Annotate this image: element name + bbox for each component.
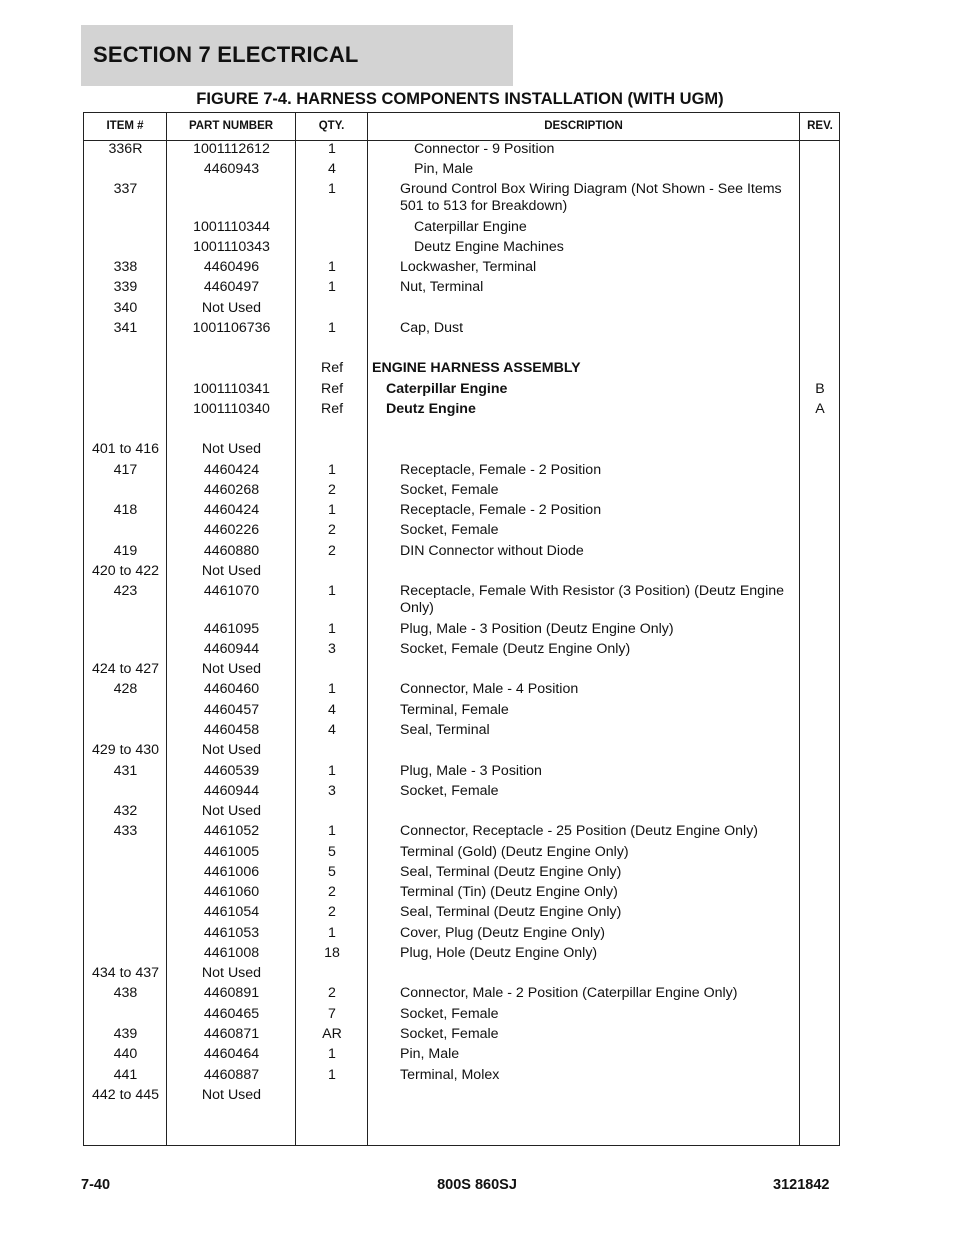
description-cell: Plug, Male - 3 Position <box>400 763 542 779</box>
description-cell: Cap, Dust <box>400 320 464 336</box>
figure-title <box>0 90 954 109</box>
qty-cell: 1 <box>328 502 336 518</box>
item-cell: 336R <box>108 141 143 157</box>
description-cell: Connector - 9 Position <box>414 141 555 157</box>
part-number-cell: Not Used <box>201 965 262 981</box>
part-number-cell: 4461006 <box>203 864 260 880</box>
part-number-cell: 4460464 <box>203 1046 260 1062</box>
qty-cell: 2 <box>328 482 336 498</box>
part-number-cell: 4460891 <box>203 985 260 1001</box>
description-cell: Pin, Male <box>400 1046 460 1062</box>
qty-cell: 2 <box>328 985 336 1001</box>
description-cell: Socket, Female <box>400 1006 499 1022</box>
description-cell: Connector, Receptacle - 25 Position (Deutz Engine Only) <box>400 823 759 839</box>
description-cell: Pin, Male <box>414 161 474 177</box>
item-cell: 339 <box>113 279 138 295</box>
part-number-cell: Not Used <box>201 563 262 579</box>
part-number-cell: 4460944 <box>203 783 260 799</box>
item-cell: 440 <box>113 1046 138 1062</box>
part-number-cell: 4460539 <box>203 763 260 779</box>
description-cell: Socket, Female <box>400 522 499 538</box>
qty-cell: 5 <box>328 844 336 860</box>
item-cell: 424 to 427 <box>91 661 160 677</box>
part-number-cell: 4461070 <box>203 583 260 599</box>
page-number: 7-40 <box>81 1177 111 1193</box>
rev-cell: A <box>815 401 825 417</box>
description-cell: Deutz Engine <box>386 401 476 417</box>
part-number-cell: 4460424 <box>203 462 260 478</box>
item-cell: 429 to 430 <box>91 742 160 758</box>
description-cell: Cover, Plug (Deutz Engine Only) <box>400 925 606 941</box>
part-number-cell: 4460457 <box>203 702 260 718</box>
item-cell: 442 to 445 <box>91 1087 160 1103</box>
column-divider <box>799 113 800 1145</box>
qty-cell: 1 <box>328 181 336 197</box>
column-header-part-number: PART NUMBER <box>188 120 274 132</box>
part-number-cell: 4461054 <box>203 904 260 920</box>
item-cell: 340 <box>113 300 138 316</box>
part-number-cell: 4460887 <box>203 1067 260 1083</box>
qty-cell: 1 <box>328 583 336 599</box>
item-cell: 341 <box>113 320 138 336</box>
description-cell: Socket, Female <box>400 783 499 799</box>
column-header-description: DESCRIPTION <box>544 120 623 132</box>
qty-cell: 2 <box>328 904 336 920</box>
document-number: 3121842 <box>773 1177 830 1193</box>
part-number-cell: 1001112612 <box>193 141 270 157</box>
part-number-cell: 4460460 <box>203 681 260 697</box>
qty-cell: 2 <box>328 543 336 559</box>
part-number-cell: 1001110344 <box>193 219 270 235</box>
part-number-cell: 4461053 <box>203 925 260 941</box>
item-cell: 434 to 437 <box>91 965 160 981</box>
part-number-cell: 4460465 <box>203 1006 260 1022</box>
description-cell: Terminal, Molex <box>400 1067 500 1083</box>
description-cell: Receptacle, Female - 2 Position <box>400 502 602 518</box>
part-number-cell: 4460496 <box>203 259 260 275</box>
qty-cell: 1 <box>328 141 336 157</box>
part-number-cell: 1001110340 <box>193 401 270 417</box>
part-number-cell: 4461005 <box>203 844 260 860</box>
part-number-cell: Not Used <box>201 300 262 316</box>
description-cell: DIN Connector without Diode <box>400 543 584 559</box>
qty-cell: Ref <box>320 401 344 417</box>
description-cell: Socket, Female (Deutz Engine Only) <box>400 641 631 657</box>
item-cell: 441 <box>113 1067 138 1083</box>
part-number-cell: 4460871 <box>203 1026 260 1042</box>
section-title: SECTION 7 ELECTRICAL <box>93 42 359 67</box>
part-number-cell: 1001106736 <box>192 320 271 336</box>
qty-cell: 1 <box>328 462 336 478</box>
parts-table <box>83 112 840 1146</box>
description-cell: ENGINE HARNESS ASSEMBLY <box>372 360 581 376</box>
description-cell: Socket, Female <box>400 482 499 498</box>
description-cell: Terminal, Female <box>400 702 509 718</box>
qty-cell: Ref <box>320 381 344 397</box>
part-number-cell: 4461060 <box>203 884 260 900</box>
item-cell: 401 to 416 <box>91 441 160 457</box>
qty-cell: 18 <box>324 945 340 961</box>
part-number-cell: 4461008 <box>203 945 260 961</box>
qty-cell: 1 <box>328 823 336 839</box>
figure-title-text: FIGURE 7-4. HARNESS COMPONENTS INSTALLATION (WITH UGM) <box>196 90 724 108</box>
item-cell: 431 <box>113 763 138 779</box>
part-number-cell: 4460268 <box>203 482 260 498</box>
description-cell: Connector, Male - 2 Position (Caterpillar Engine Only) <box>400 985 738 1001</box>
qty-cell: 1 <box>328 259 336 275</box>
qty-cell: 1 <box>328 681 336 697</box>
section-banner <box>81 25 513 86</box>
qty-cell: 7 <box>328 1006 336 1022</box>
qty-cell: 4 <box>328 722 336 738</box>
description-cell: Plug, Male - 3 Position (Deutz Engine Only) <box>400 621 674 637</box>
qty-cell: Ref <box>320 360 344 376</box>
description-cell: Receptacle, Female With Resistor (3 Position) (Deutz Engine Only) <box>400 583 785 616</box>
item-cell: 338 <box>113 259 138 275</box>
qty-cell: 1 <box>328 925 336 941</box>
part-number-cell: 4460880 <box>203 543 260 559</box>
description-cell: Caterpillar Engine <box>414 219 527 235</box>
qty-cell: 1 <box>328 763 336 779</box>
description-cell: Ground Control Box Wiring Diagram (Not Shown - See Items 501 to 513 for Breakdown) <box>400 181 782 214</box>
part-number-cell: 4460497 <box>203 279 260 295</box>
part-number-cell: 4461052 <box>203 823 260 839</box>
part-number-cell: 4461095 <box>203 621 260 637</box>
item-cell: 420 to 422 <box>91 563 160 579</box>
qty-cell: 1 <box>328 320 336 336</box>
model-number: 800S 860SJ <box>437 1177 517 1193</box>
qty-cell: 1 <box>328 1046 336 1062</box>
item-cell: 438 <box>113 985 138 1001</box>
qty-cell: 1 <box>328 621 336 637</box>
part-number-cell: 4460424 <box>203 502 260 518</box>
description-cell: Seal, Terminal <box>400 722 490 738</box>
part-number-cell: 4460226 <box>203 522 260 538</box>
description-cell: Terminal (Gold) (Deutz Engine Only) <box>400 844 629 860</box>
description-cell: Terminal (Tin) (Deutz Engine Only) <box>400 884 618 900</box>
item-cell: 419 <box>113 543 138 559</box>
qty-cell: 2 <box>328 884 336 900</box>
item-cell: 418 <box>113 502 138 518</box>
qty-cell: 4 <box>328 702 336 718</box>
part-number-cell: 1001110341 <box>193 381 270 397</box>
item-cell: 423 <box>113 583 138 599</box>
qty-cell: 1 <box>328 1067 336 1083</box>
qty-cell: 3 <box>328 641 336 657</box>
item-cell: 439 <box>113 1026 138 1042</box>
part-number-cell: 4460943 <box>203 161 260 177</box>
part-number-cell: 4460944 <box>203 641 260 657</box>
rev-cell: B <box>815 381 825 397</box>
description-cell: Receptacle, Female - 2 Position <box>400 462 602 478</box>
qty-cell: 2 <box>328 522 336 538</box>
column-header-item: ITEM # <box>106 120 144 132</box>
part-number-cell: Not Used <box>201 661 262 677</box>
part-number-cell: Not Used <box>201 742 262 758</box>
part-number-cell: Not Used <box>201 1087 262 1103</box>
description-cell: Nut, Terminal <box>400 279 484 295</box>
qty-cell: 3 <box>328 783 336 799</box>
description-cell: Seal, Terminal (Deutz Engine Only) <box>400 864 622 880</box>
item-cell: 433 <box>113 823 138 839</box>
description-cell: Caterpillar Engine <box>386 381 508 397</box>
column-header-qty: QTY. <box>318 120 345 132</box>
description-cell: Lockwasher, Terminal <box>400 259 537 275</box>
description-cell: Socket, Female <box>400 1026 499 1042</box>
description-cell: Deutz Engine Machines <box>414 239 564 255</box>
item-cell: 337 <box>113 181 138 197</box>
item-cell: 432 <box>113 803 138 819</box>
qty-cell: 1 <box>328 279 336 295</box>
part-number-cell: Not Used <box>201 803 262 819</box>
item-cell: 428 <box>113 681 138 697</box>
part-number-cell: Not Used <box>201 441 262 457</box>
part-number-cell: 4460458 <box>203 722 260 738</box>
column-header-rev: REV. <box>807 120 833 132</box>
qty-cell: 4 <box>328 161 336 177</box>
qty-cell: AR <box>322 1026 342 1042</box>
qty-cell: 5 <box>328 864 336 880</box>
description-cell: Connector, Male - 4 Position <box>400 681 579 697</box>
description-cell: Plug, Hole (Deutz Engine Only) <box>400 945 598 961</box>
item-cell: 417 <box>113 462 138 478</box>
description-cell: Seal, Terminal (Deutz Engine Only) <box>400 904 622 920</box>
part-number-cell: 1001110343 <box>193 239 270 255</box>
